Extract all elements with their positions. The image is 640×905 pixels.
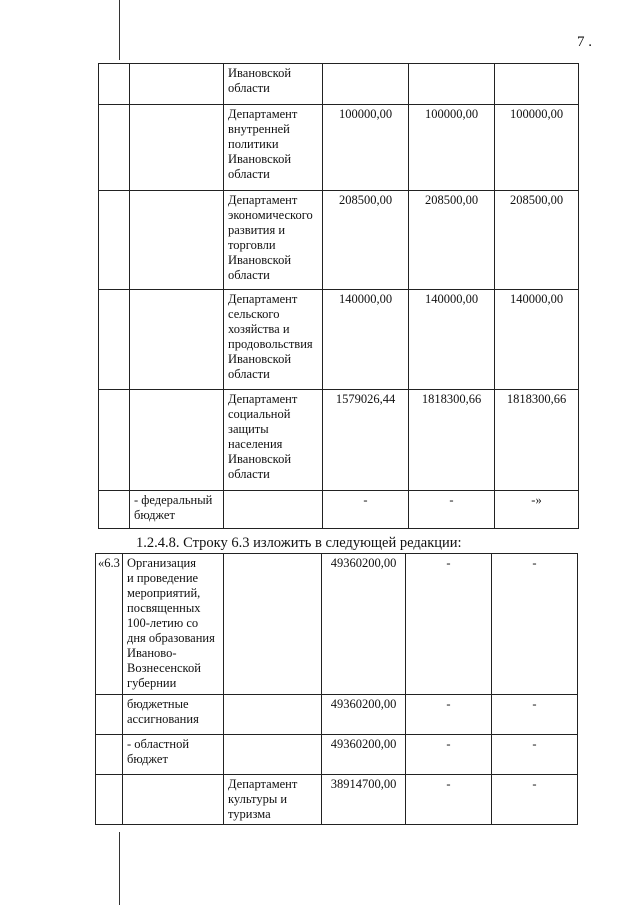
value-cell: 1579026,44 — [323, 390, 409, 491]
row-number-cell — [99, 290, 130, 390]
row-number-cell — [99, 105, 130, 191]
item-name-cell — [130, 390, 224, 491]
value-cell — [409, 64, 495, 105]
value-cell: - — [323, 491, 409, 529]
row-number-cell — [99, 491, 130, 529]
item-name-cell: - федеральный бюджет — [130, 491, 224, 529]
value-cell: - — [492, 775, 578, 825]
value-cell: 100000,00 — [495, 105, 579, 191]
budget-table-continuation — [98, 63, 579, 529]
value-cell: -» — [495, 491, 579, 529]
item-name-cell — [123, 775, 224, 825]
row-number-cell — [99, 390, 130, 491]
value-cell: 140000,00 — [323, 290, 409, 390]
department-cell: Департамент сельского хозяйства и продовольствия Ивановской области — [224, 290, 323, 390]
value-cell: 140000,00 — [495, 290, 579, 390]
value-cell: 208500,00 — [495, 191, 579, 290]
table-row — [99, 191, 579, 290]
table-row — [99, 491, 579, 529]
table-row — [96, 735, 578, 775]
value-cell: - — [406, 775, 492, 825]
value-cell: 100000,00 — [323, 105, 409, 191]
item-name-cell: бюджетные ассигнования — [123, 695, 224, 735]
row-number-cell — [99, 191, 130, 290]
department-cell — [224, 695, 322, 735]
table-row — [99, 64, 579, 105]
value-cell: 140000,00 — [409, 290, 495, 390]
department-cell: Департамент культуры и туризма — [224, 775, 322, 825]
binding-line-top — [119, 0, 120, 60]
item-name-cell — [130, 191, 224, 290]
department-cell: Департамент экономического развития и торговли Ивановской области — [224, 191, 323, 290]
value-cell: - — [409, 491, 495, 529]
value-cell: - — [406, 695, 492, 735]
row-number-cell — [96, 695, 123, 735]
row-number-cell — [96, 735, 123, 775]
department-cell: Ивановской области — [224, 64, 323, 105]
department-cell: Департамент социальной защиты населения Ивановской области — [224, 390, 323, 491]
table-row — [99, 290, 579, 390]
department-cell: Департамент внутренней политики Ивановской области — [224, 105, 323, 191]
value-cell — [495, 64, 579, 105]
value-cell: 49360200,00 — [322, 554, 406, 695]
value-cell: 49360200,00 — [322, 735, 406, 775]
item-name-cell — [130, 64, 224, 105]
value-cell: 1818300,66 — [495, 390, 579, 491]
item-name-cell: - областной бюджет — [123, 735, 224, 775]
row-number-cell — [96, 775, 123, 825]
page-number: 7 . — [577, 34, 592, 50]
value-cell: 1818300,66 — [409, 390, 495, 491]
department-cell — [224, 554, 322, 695]
value-cell: 49360200,00 — [322, 695, 406, 735]
department-cell — [224, 735, 322, 775]
value-cell: - — [492, 695, 578, 735]
value-cell: - — [406, 554, 492, 695]
value-cell: 100000,00 — [409, 105, 495, 191]
table-row — [99, 390, 579, 491]
value-cell: 208500,00 — [323, 191, 409, 290]
table-row — [99, 105, 579, 191]
value-cell — [323, 64, 409, 105]
amendment-instruction: 1.2.4.8. Строку 6.3 изложить в следующей редакции: — [136, 535, 462, 551]
value-cell: - — [492, 735, 578, 775]
item-name-cell: Организация и проведение мероприятий, посвященных 100-летию со дня образования Иваново- Вознесенской губернии — [123, 554, 224, 695]
value-cell: - — [406, 735, 492, 775]
value-cell: - — [492, 554, 578, 695]
department-cell — [224, 491, 323, 529]
budget-table-row-6-3 — [95, 553, 578, 825]
binding-line-bottom — [119, 832, 120, 905]
value-cell: 38914700,00 — [322, 775, 406, 825]
row-number-cell — [99, 64, 130, 105]
item-name-cell — [130, 290, 224, 390]
table-row — [96, 554, 578, 695]
row-number-cell: «6.3 — [96, 554, 123, 695]
table-row — [96, 695, 578, 735]
item-name-cell — [130, 105, 224, 191]
value-cell: 208500,00 — [409, 191, 495, 290]
table-row — [96, 775, 578, 825]
